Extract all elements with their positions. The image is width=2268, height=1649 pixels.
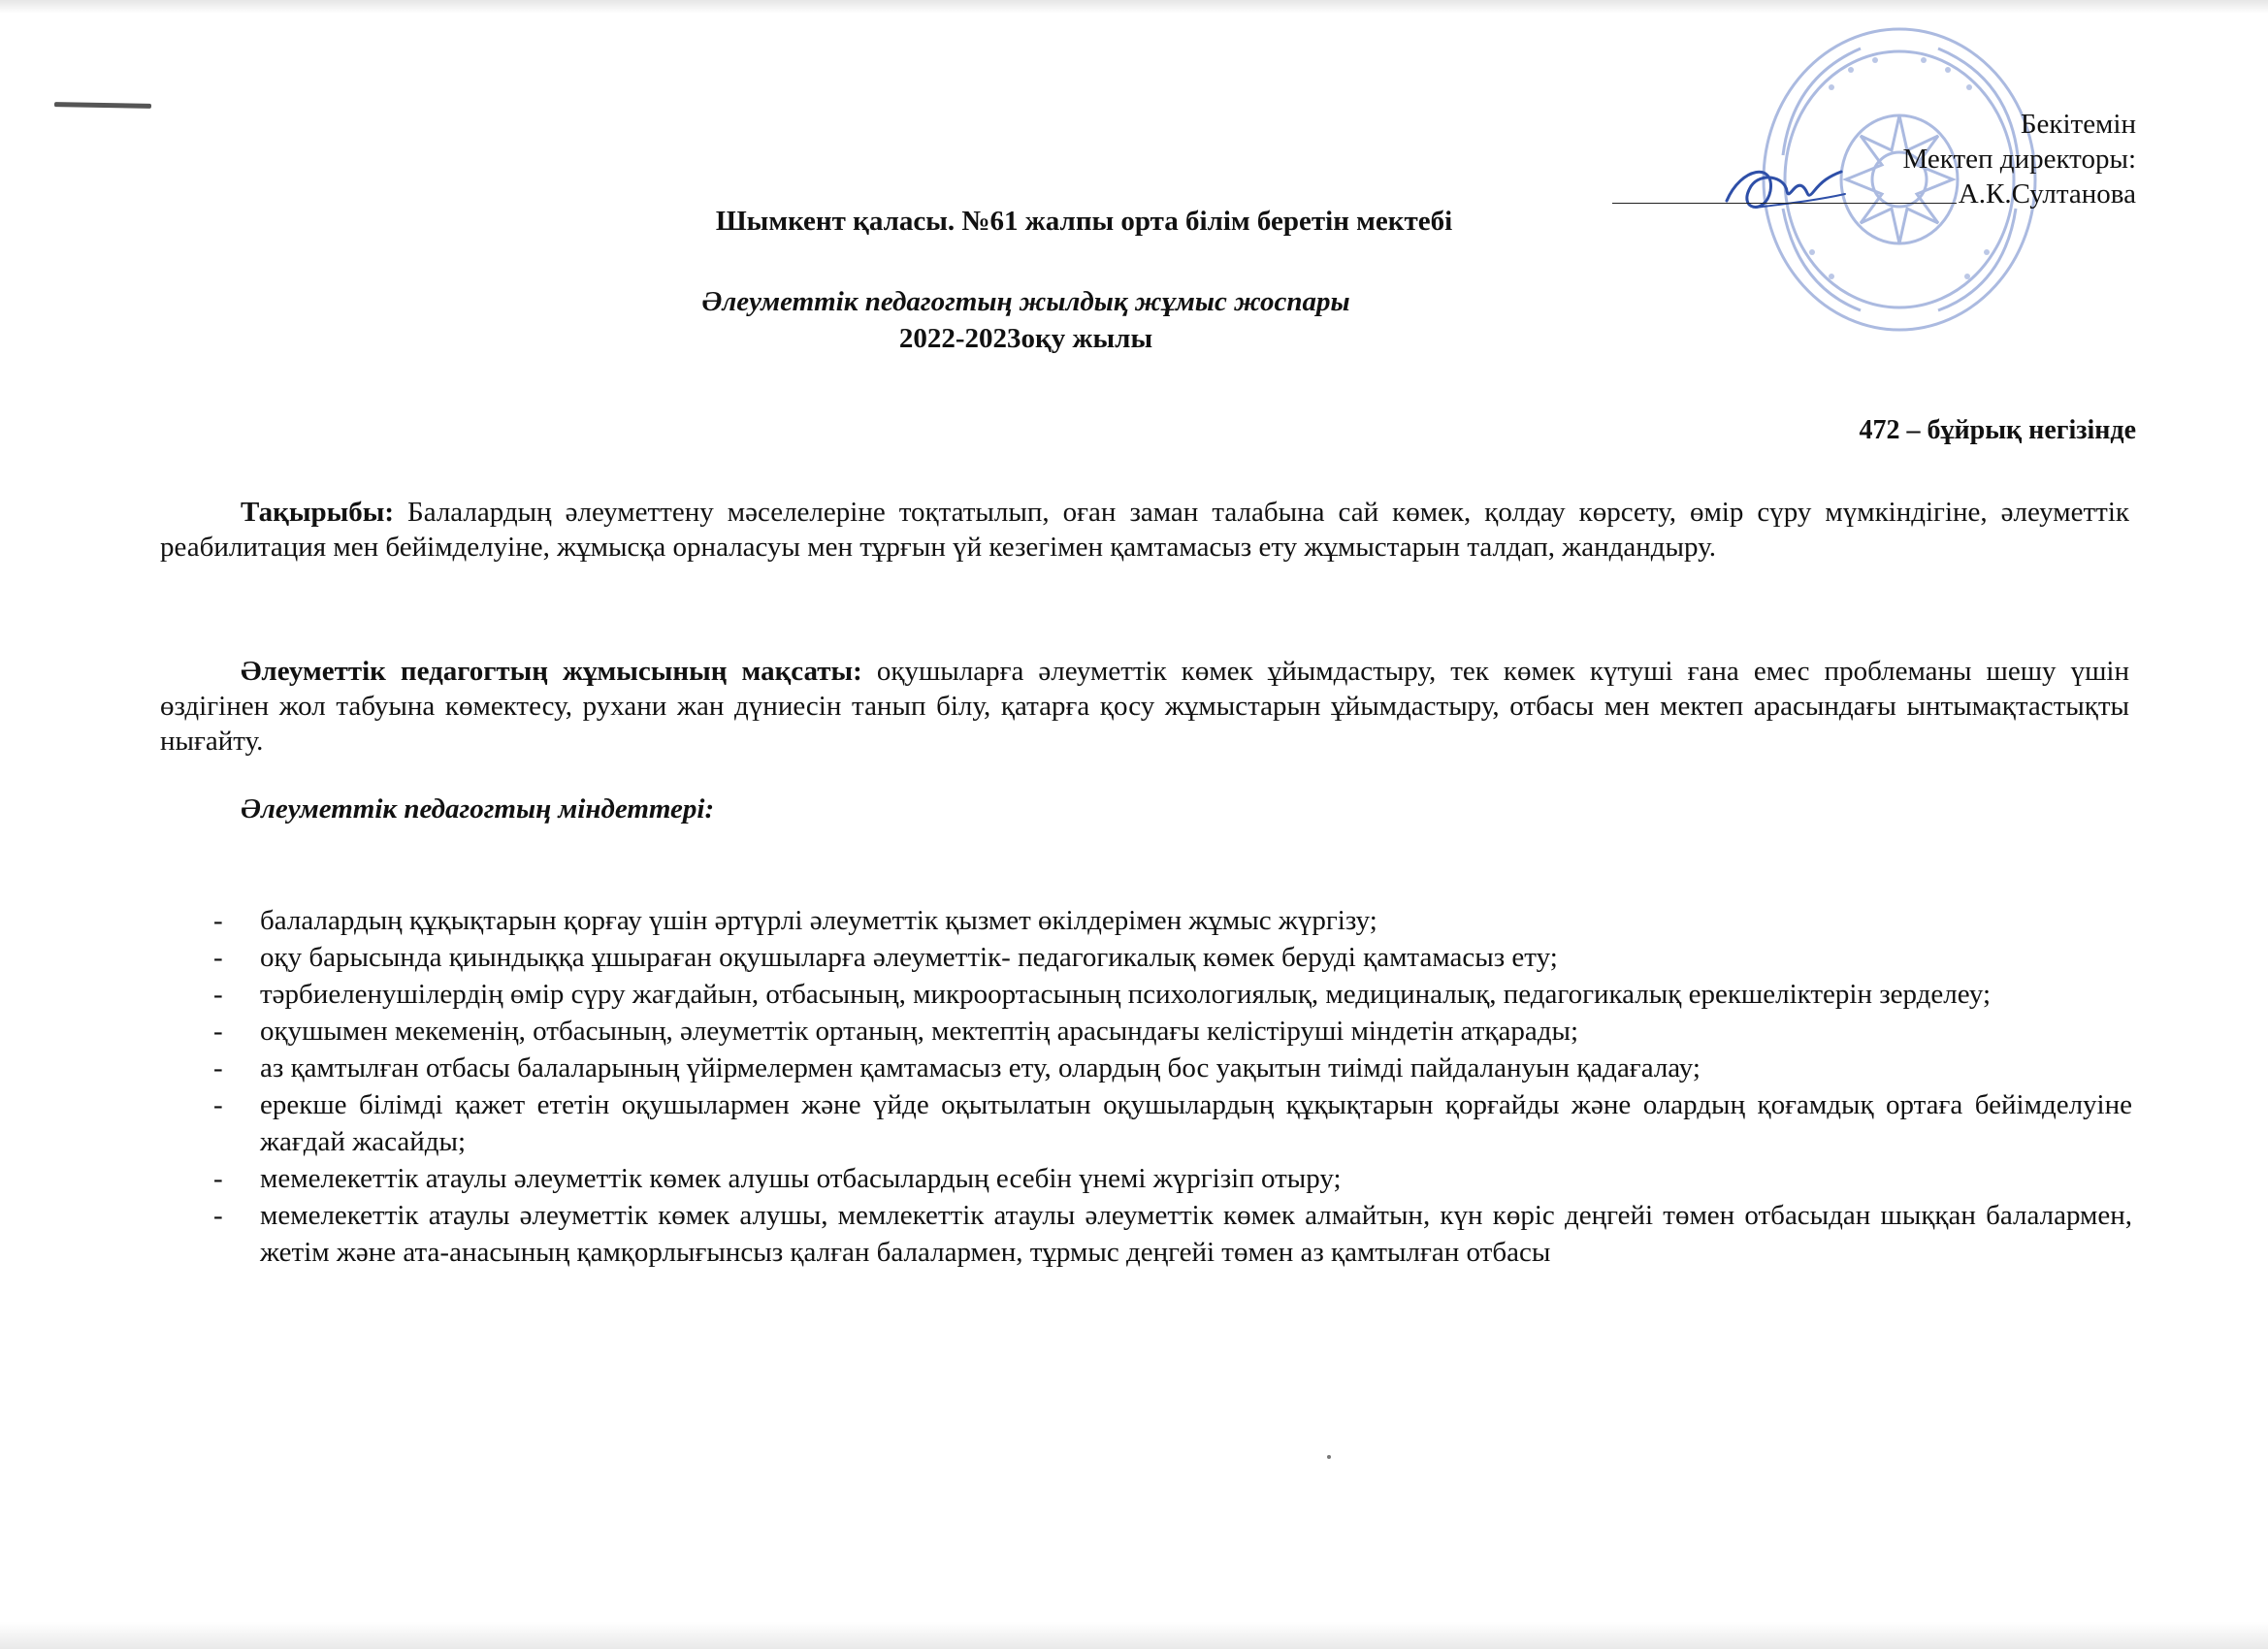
director-signature-row: [1612, 177, 2136, 211]
order-reference: 472 – бұйрық негізінде: [1859, 415, 2136, 445]
topic-label: Тақырыбы:: [241, 497, 395, 528]
task-item: - оқушымен мекеменің, отбасының, әлеуметтік ортаның, мектептің арасындағы келістіруші міндетін атқарады;: [163, 1013, 2132, 1050]
task-item: - балалардың құқықтарын қорғау үшін әртүрлі әлеуметтік қызмет өкілдерімен жұмыс жүргізу;: [163, 902, 2132, 939]
approve-label: Бекітемін: [2020, 109, 2136, 140]
tasks-heading: Әлеуметтік педагогтың міндеттері:: [241, 793, 715, 824]
task-item: - аз қамтылған отбасы балаларының үйірмелермен қамтамасыз ету, олардың бос уақытын тиімді пайдалануын қадағалау;: [163, 1050, 2132, 1086]
scan-speck: [1327, 1455, 1331, 1459]
task-item: - мемелекеттік атаулы әлеуметтік көмек алушы отбасылардың есебін үнемі жүргізіп отыру;: [163, 1160, 2132, 1197]
signature-line: [1612, 203, 1957, 204]
page-top-edge: [0, 0, 2268, 14]
academic-year: 2022-2023оқу жылы: [898, 323, 1153, 354]
scan-mark: [54, 102, 151, 109]
tasks-list: [163, 902, 2132, 1271]
director-name: А.К.Султанова: [1958, 178, 2136, 210]
page-bottom-edge: [0, 1622, 2268, 1649]
task-item: - оқу барысында қиындыққа ұшыраған оқушыларға әлеуметтік- педагогикалық көмек беруді қамтамасыз ету;: [163, 939, 2132, 976]
plan-title: Әлеуметтік педагогтың жылдық жұмыс жоспары: [701, 286, 1350, 317]
goal-text: оқушыларға әлеуметтік көмек ұйымдастыру, тек көмек күтуші ғана емес проблеманы шешу үшін өздігінен жол табуына көмектесу, рухани жан дүниесін танып білу, қатарға қосу жұмыстарын ұйымдастыру, отбасы мен мектеп арасындағы ынтымақтастықты нығайту.: [160, 656, 2129, 757]
topic-text: Балалардың әлеуметтену мәселелеріне тоқтатылып, оған заман талабына сай көмек, қолдау көрсету, өмір сүру мүмкіндігіне, әлеуметтік реабилитация мен бейімделуіне, жұмысқа орналасуы мен тұрғын үй кезегімен қамтамасыз ету жұмыстарын талдап, жандандыру.: [160, 497, 2129, 563]
goal-paragraph: [160, 654, 2129, 759]
school-title: Шымкент қаласы. №61 жалпы орта білім беретін мектебі: [715, 206, 1453, 237]
director-label: Мектеп директоры:: [1902, 144, 2136, 175]
task-item: - мемелекеттік атаулы әлеуметтік көмек алушы, мемлекеттік атаулы әлеуметтік көмек алмайтын, күн көріс деңгейі төмен отбасыдан шыққан балалармен, жетім және ата-анасының қамқорлығынсыз қалған балалармен, тұрмыс деңгейі төмен аз қамтылған отбасы: [163, 1197, 2132, 1271]
task-item: - ерекше білімді қажет ететін оқушылармен және үйде оқытылатын оқушылардың құқықтарын қорғайды және олардың қоғамдық ортаға бейімделуіне жағдай жасайды;: [163, 1086, 2132, 1160]
task-item: - тәрбиеленушілердің өмір сүру жағдайын, отбасының, микроортасының психологиялық, медициналық, педагогикалық ерекшеліктерін зерделеу;: [163, 976, 2132, 1013]
goal-label: Әлеуметтік педагогтың жұмысының мақсаты:: [241, 656, 862, 687]
topic-paragraph: [160, 495, 2129, 565]
approval-block: [1612, 107, 2136, 211]
